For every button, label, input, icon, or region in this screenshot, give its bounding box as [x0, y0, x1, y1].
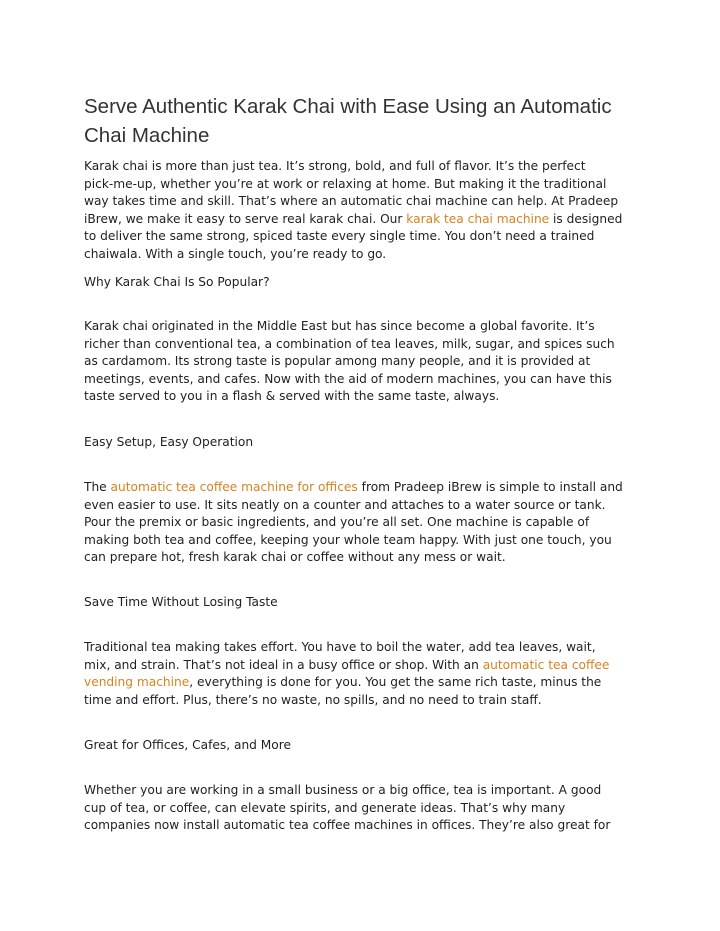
paragraph-line: time and effort. Plus, there’s no waste, no spills, and no need to train staff. — [84, 692, 542, 707]
section-heading-popular: Why Karak Chai Is So Popular? — [84, 275, 270, 289]
section-setup-paragraph — [84, 479, 644, 567]
paragraph-line: , everything is done for you. You get the same rich taste, minus the — [189, 675, 602, 690]
paragraph-line: can prepare hot, fresh karak chai or coffee without any mess or wait. — [84, 550, 506, 565]
paragraph-line: Karak chai originated in the Middle East but has since become a global favorite. It’s — [84, 319, 595, 333]
paragraph-line: companies now install automatic tea coffee machines in offices. They’re also great for — [84, 818, 611, 833]
paragraph-line: Whether you are working in a small business or a big office, tea is important. A good — [84, 783, 602, 797]
intro-line: Karak chai is more than just tea. It’s strong, bold, and full of flavor. It’s the perfect — [84, 159, 586, 173]
paragraph-line: Traditional tea making takes effort. You have to boil the water, add tea leaves, wait, — [84, 640, 596, 654]
intro-line: pick-me-up, whether you’re at work or relaxing at home. But making it the traditional — [84, 176, 607, 191]
page-title: Serve Authentic Karak Chai with Ease Using an Automatic Chai Machine — [84, 95, 612, 147]
section-popular-paragraph — [84, 318, 644, 406]
section-heading-setup: Easy Setup, Easy Operation — [84, 435, 254, 449]
paragraph-line: cup of tea, or coffee, can elevate spirits, and generate ideas. That’s why many — [84, 800, 566, 815]
section-offices-paragraph — [84, 782, 644, 835]
intro-line: chaiwala. With a single touch, you’re ready to go. — [84, 246, 387, 261]
paragraph-line: mix, and strain. That’s not ideal in a busy office or shop. With an — [84, 657, 483, 672]
paragraph-line: even easier to use. It sits neatly on a counter and attaches to a water source or tank. — [84, 497, 606, 512]
intro-line: way takes time and skill. That’s where an automatic chai machine can help. At Pradeep — [84, 194, 619, 209]
intro-paragraph — [84, 158, 644, 264]
intro-line: iBrew, we make it easy to serve real karak chai. Our — [84, 211, 407, 226]
intro-line: to deliver the same strong, spiced taste every single time. You don’t need a trained — [84, 229, 595, 244]
section-heading-offices: Great for Offices, Cafes, and More — [84, 738, 291, 752]
intro-line: is designed — [549, 211, 623, 226]
vending-machine-link-part2[interactable]: vending machine — [84, 675, 190, 690]
paragraph-line: The — [84, 480, 111, 494]
vending-machine-link-part1[interactable]: automatic tea coffee — [482, 657, 610, 672]
paragraph-line: as cardamom. Its strong taste is popular among many people, and it is provided at — [84, 354, 591, 369]
paragraph-line: taste served to you in a flash & served with the same taste, always. — [84, 389, 500, 404]
karak-tea-chai-machine-link[interactable]: karak tea chai machine — [406, 211, 550, 226]
paragraph-line: meetings, events, and cafes. Now with the aid of modern machines, you can have this — [84, 371, 612, 386]
section-save-time-paragraph — [84, 639, 644, 709]
paragraph-line: richer than conventional tea, a combination of tea leaves, milk, sugar, and spices such — [84, 336, 615, 351]
paragraph-line: making both tea and coffee, keeping your whole team happy. With just one touch, you — [84, 532, 612, 547]
paragraph-line: from Pradeep iBrew is simple to install and — [357, 480, 623, 494]
section-heading-save-time: Save Time Without Losing Taste — [84, 595, 278, 609]
office-coffee-machine-link[interactable]: automatic tea coffee machine for offices — [110, 480, 358, 494]
paragraph-line: Pour the premix or basic ingredients, and you’re all set. One machine is capable of — [84, 515, 590, 530]
